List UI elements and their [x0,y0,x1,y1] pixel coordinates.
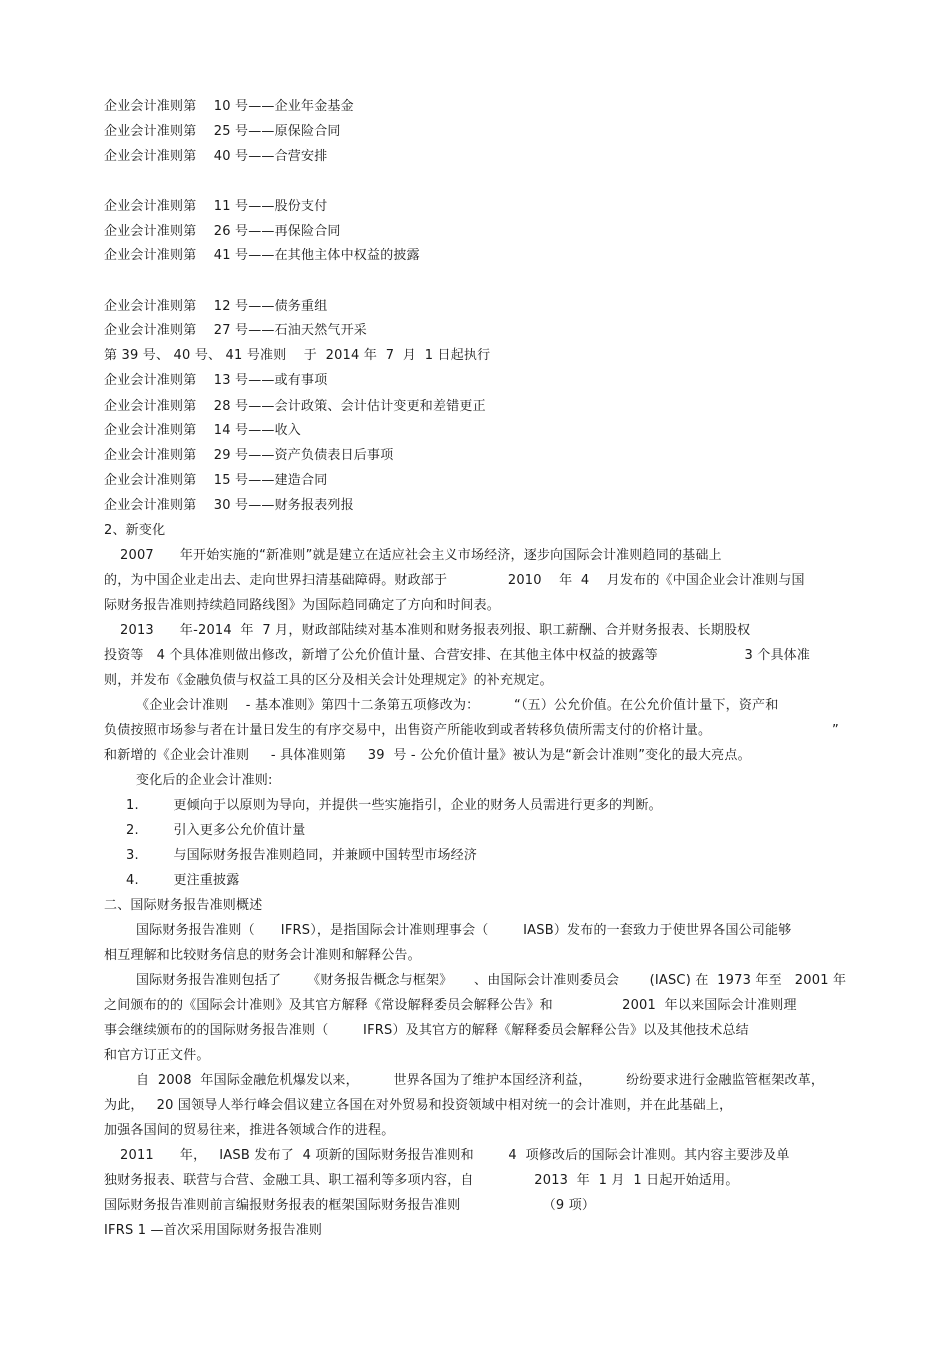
text-line: 自 2008 年国际金融危机爆发以来， 世界各国为了维护本国经济利益， 纷纷要求进行金融监管框架改革， [136,1073,825,1088]
section-heading: 二、国际财务报告准则概述 [104,898,263,913]
text-line: 企业会计准则第 27 号——石油天然气开采 [104,323,368,338]
text-line: 企业会计准则第 41 号——在其他主体中权益的披露 [104,248,420,263]
text-line: 企业会计准则第 15 号——建造合同 [104,473,328,488]
section-heading: 2、新变化 [104,523,166,538]
text-line: 相互理解和比较财务信息的财务会计准则和解释公告。 [104,948,421,963]
text-line: 企业会计准则第 12 号——债务重组 [104,299,328,314]
text-line: 变化后的企业会计准则: [136,773,273,788]
text-line: 的，为中国企业走出去、走向世界扫清基础障碍。财政部于 2010 年 4 月发布的《中国企业会计准则与国 [104,573,805,588]
text-line: 国际财务报告准则（ IFRS），是指国际会计准则理事会（ IASB）发布的一套致力于使世界各国公司能够 [136,923,792,938]
text-line: 投资等 4 个具体准则做出修改，新增了公允价值计量、合营安排、在其他主体中权益的披露等 3 个具体准 [104,648,811,663]
text-line: 独财务报表、联营与合营、金融工具、职工福利等多项内容，自 2013 年 1 月 1 日起开始适用。 [104,1173,739,1188]
text-line: 事会继续颁布的的国际财务报告准则（ IFRS）及其官方的解释《解释委员会解释公告》以及其他技术总结 [104,1023,749,1038]
text-line: 企业会计准则第 28 号——会计政策、会计估计变更和差错更正 [104,399,486,414]
text-line: 企业会计准则第 30 号——财务报表列报 [104,498,354,513]
text-line: 企业会计准则第 11 号——股份支付 [104,199,328,214]
text-line: 企业会计准则第 10 号——企业年金基金 [104,99,354,114]
text-line: 企业会计准则第 13 号——或有事项 [104,373,328,388]
text-line: 企业会计准则第 26 号——再保险合同 [104,224,341,239]
text-line: ” [832,723,839,738]
text-line: 和新增的《企业会计准则 - 具体准则第 39 号 - 公允价值计量》被认为是“新会计准则”变化的最大亮点。 [104,748,751,763]
text-line: 企业会计准则第 14 号——收入 [104,423,302,438]
text-line: 企业会计准则第 40 号——合营安排 [104,149,328,164]
text-line: 企业会计准则第 29 号——资产负债表日后事项 [104,448,394,463]
text-line: 际财务报告准则持续趋同路线图》为国际趋同确定了方向和时间表。 [104,598,501,613]
text-line: 国际财务报告准则包括了 《财务报告概念与框架》 、由国际会计准则委员会 (IASC) 在 1973 年至 2001 年 [136,973,847,988]
text-line: 为此， 20 国领导人举行峰会倡议建立各国在对外贸易和投资领域中相对统一的会计准则，并在此基础上， [104,1098,733,1113]
text-line: 企业会计准则第 25 号——原保险合同 [104,124,341,139]
text-line: IFRS 1 —首次采用国际财务报告准则 [104,1223,323,1238]
text-line: 《企业会计准则 - 基本准则》第四十二条第五项修改为： “（五）公允价值。在公允价值计量下，资产和 [136,698,779,713]
text-line: 之间颁布的的《国际会计准则》及其官方解释《常设解释委员会解释公告》和 2001 年以来国际会计准则理 [104,998,797,1013]
text-line: 国际财务报告准则前言编报财务报表的框架国际财务报告准则 （9 项） [104,1198,596,1213]
text-line: 第 39 号、 40 号、 41 号准则 于 2014 年 7 月 1 日起执行 [104,348,491,363]
text-line: 2013 年-2014 年 7 月，财政部陆续对基本准则和财务报表列报、职工薪酬、合并财务报表、长期股权 [120,623,751,638]
text-line: 2011 年， IASB 发布了 4 项新的国际财务报告准则和 4 项修改后的国际会计准则。其内容主要涉及单 [120,1148,790,1163]
list-item: 4. 更注重披露 [126,873,240,888]
list-item: 2. 引入更多公允价值计量 [126,823,306,838]
list-item: 3. 与国际财务报告准则趋同，并兼顾中国转型市场经济 [126,848,478,863]
text-line: 则，并发布《金融负债与权益工具的区分及相关会计处理规定》的补充规定。 [104,673,553,688]
text-line: 加强各国间的贸易往来，推进各领域合作的进程。 [104,1123,395,1138]
list-item: 1. 更倾向于以原则为导向，并提供一些实施指引，企业的财务人员需进行更多的判断。 [126,798,662,813]
text-line: 和官方订正文件。 [104,1048,210,1063]
text-line: 负债按照市场参与者在计量日发生的有序交易中，出售资产所能收到或者转移负债所需支付的价格计量。 [104,723,712,738]
text-line: 2007 年开始实施的“新准则”就是建立在适应社会主义市场经济，逐步向国际会计准则趋同的基础上 [120,548,722,563]
